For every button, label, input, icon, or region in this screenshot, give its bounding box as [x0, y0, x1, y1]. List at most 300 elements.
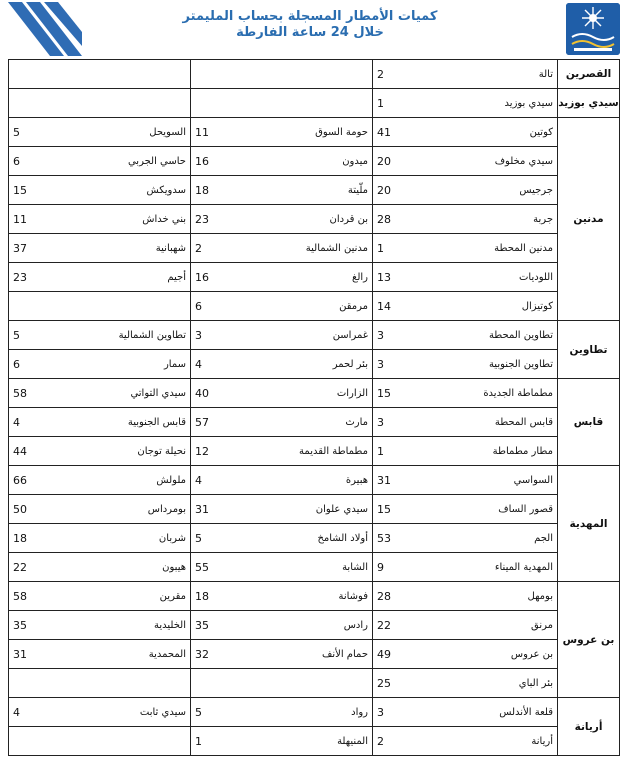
- station-name: غمراسن: [332, 329, 368, 341]
- rainfall-value: 16: [195, 154, 209, 168]
- station-cell: [191, 698, 373, 727]
- station-entry: [191, 234, 372, 262]
- station-cell: [9, 292, 191, 321]
- station-entry: [373, 582, 557, 610]
- station-entry: [373, 698, 557, 726]
- station-entry: [373, 205, 557, 233]
- station-entry: [373, 640, 557, 668]
- station-entry: [373, 611, 557, 639]
- station-entry: [191, 408, 372, 436]
- station-cell: [9, 205, 191, 234]
- station-cell: [373, 582, 558, 611]
- station-name: سيدي التواتي: [130, 387, 186, 399]
- station-entry: [373, 321, 557, 349]
- table-row: [9, 89, 620, 118]
- title-line-2: خلال 24 ساعة الفارطة: [236, 25, 384, 40]
- station-cell: [191, 205, 373, 234]
- station-entry: [373, 408, 557, 436]
- rainfall-value: 23: [195, 212, 209, 226]
- station-name: السويحل: [149, 126, 186, 138]
- station-entry: [9, 466, 190, 494]
- rainfall-value: 1: [377, 96, 384, 110]
- station-name: سيدي بوزيد: [504, 97, 553, 109]
- station-entry: [9, 176, 190, 204]
- station-cell: [191, 495, 373, 524]
- table-row: [9, 350, 620, 379]
- station-entry: [373, 118, 557, 146]
- station-name: نحيلة توجان: [137, 445, 186, 457]
- station-cell: [373, 611, 558, 640]
- station-cell: [373, 321, 558, 350]
- station-entry: [373, 495, 557, 523]
- station-name: فوشانة: [338, 590, 368, 602]
- station-name: الخليدية: [153, 619, 186, 631]
- station-cell: [191, 466, 373, 495]
- station-cell: [373, 466, 558, 495]
- station-name: هبيرة: [345, 474, 368, 486]
- station-cell: [9, 466, 191, 495]
- station-name: حاسي الجربي: [127, 155, 186, 167]
- station-name: كوتيزال: [521, 300, 553, 312]
- rainfall-value: 22: [13, 560, 27, 574]
- table-row: [9, 147, 620, 176]
- rainfall-value: 44: [13, 444, 27, 458]
- station-entry: [191, 147, 372, 175]
- table-row: [9, 263, 620, 292]
- station-cell: [9, 379, 191, 408]
- station-name: جرجيس: [519, 184, 553, 196]
- station-entry: [191, 379, 372, 407]
- station-cell: [191, 263, 373, 292]
- station-entry: [191, 640, 372, 668]
- station-name: تطاوين الشمالية: [118, 329, 186, 341]
- station-entry: [373, 350, 557, 378]
- rainfall-value: 3: [377, 328, 384, 342]
- region-name-cell: بن عروس: [558, 582, 620, 698]
- station-name: حمام الأنف: [322, 648, 368, 660]
- station-cell: [191, 669, 373, 698]
- title-line-1: كميات الأمطار المسجلة بحساب المليمتر: [182, 9, 438, 24]
- region-name-cell: القصرين: [558, 60, 620, 89]
- rainfall-value: 41: [377, 125, 391, 139]
- rainfall-table-container: [8, 59, 619, 756]
- station-entry: [373, 466, 557, 494]
- rainfall-value: 2: [377, 734, 384, 748]
- station-name: أجيم: [167, 271, 186, 283]
- station-entry: [373, 524, 557, 552]
- institute-seal-icon: [566, 3, 620, 55]
- station-entry: [9, 611, 190, 639]
- station-cell: [191, 292, 373, 321]
- station-name: المحمدية: [148, 648, 186, 660]
- station-cell: [373, 89, 558, 118]
- station-entry: [191, 321, 372, 349]
- rainfall-value: 12: [195, 444, 209, 458]
- page-header: [0, 0, 630, 58]
- rainfall-value: 28: [377, 589, 391, 603]
- station-entry: [9, 379, 190, 407]
- station-name: رواد: [351, 706, 368, 718]
- station-cell: [373, 234, 558, 263]
- rainfall-value: 35: [195, 618, 209, 632]
- station-name: بومرداس: [147, 503, 186, 515]
- station-cell: [373, 118, 558, 147]
- rainfall-value: 4: [195, 473, 202, 487]
- station-name: سيدي ثابت: [139, 706, 186, 718]
- rainfall-value: 4: [13, 705, 20, 719]
- rainfall-value: 18: [195, 589, 209, 603]
- station-cell: [9, 350, 191, 379]
- station-cell: [191, 524, 373, 553]
- station-cell: [191, 89, 373, 118]
- rainfall-value: 58: [13, 589, 27, 603]
- rainfall-value: 15: [377, 502, 391, 516]
- station-entry: [9, 524, 190, 552]
- station-name: جربة: [533, 213, 553, 225]
- station-entry: [191, 582, 372, 610]
- station-entry: [191, 466, 372, 494]
- rainfall-value: 15: [13, 183, 27, 197]
- rainfall-value: 11: [13, 212, 27, 226]
- station-cell: [373, 379, 558, 408]
- station-entry: [9, 640, 190, 668]
- table-row: [9, 60, 620, 89]
- station-entry: [373, 263, 557, 291]
- rainfall-value: 3: [377, 357, 384, 371]
- rainfall-table-body: [9, 60, 620, 756]
- station-entry: [373, 727, 557, 755]
- station-entry: [9, 553, 190, 581]
- rainfall-value: 66: [13, 473, 27, 487]
- station-cell: [373, 640, 558, 669]
- station-cell: [373, 495, 558, 524]
- rainfall-value: 23: [13, 270, 27, 284]
- station-name: بومهل: [527, 590, 553, 602]
- station-name: سدويكش: [146, 184, 186, 196]
- rainfall-value: 16: [195, 270, 209, 284]
- rainfall-value: 5: [13, 328, 20, 342]
- station-cell: [373, 176, 558, 205]
- station-entry: [373, 147, 557, 175]
- station-cell: [191, 350, 373, 379]
- rainfall-value: 37: [13, 241, 27, 255]
- station-entry: [191, 350, 372, 378]
- station-cell: [9, 263, 191, 292]
- station-entry: [191, 263, 372, 291]
- station-entry: [373, 292, 557, 320]
- station-name: أولاد الشامخ: [317, 532, 368, 544]
- station-name: الشابة: [342, 561, 368, 573]
- station-cell: [191, 408, 373, 437]
- station-cell: [373, 524, 558, 553]
- rainfall-value: 58: [13, 386, 27, 400]
- table-row: [9, 495, 620, 524]
- rainfall-value: 5: [195, 531, 202, 545]
- station-entry: [191, 524, 372, 552]
- region-name-cell: سيدي بوزيد: [558, 89, 620, 118]
- station-entry: [9, 147, 190, 175]
- station-name: مدنين الشمالية: [305, 242, 368, 254]
- station-name: رادس: [343, 619, 368, 631]
- table-row: [9, 176, 620, 205]
- rainfall-value: 1: [377, 241, 384, 255]
- table-row: [9, 379, 620, 408]
- station-cell: [9, 640, 191, 669]
- table-row: [9, 582, 620, 611]
- rainfall-value: 28: [377, 212, 391, 226]
- station-entry: [191, 553, 372, 581]
- station-cell: [9, 408, 191, 437]
- table-row: [9, 727, 620, 756]
- rainfall-value: 6: [13, 357, 20, 371]
- table-row: [9, 437, 620, 466]
- region-name-cell: تطاوين: [558, 321, 620, 379]
- station-name: مطار مطماطة: [492, 445, 553, 457]
- stripes-logo-icon: [6, 2, 82, 56]
- station-cell: [191, 118, 373, 147]
- table-row: [9, 408, 620, 437]
- station-cell: [373, 205, 558, 234]
- station-name: بن قردان: [329, 213, 368, 225]
- station-cell: [191, 234, 373, 263]
- rainfall-value: 32: [195, 647, 209, 661]
- station-entry: [373, 60, 557, 88]
- station-entry: [191, 727, 372, 755]
- station-name: بئر لحمر: [332, 358, 368, 370]
- station-name: مدنين المحطة: [494, 242, 553, 254]
- station-name: كوتين: [529, 126, 553, 138]
- rainfall-value: 31: [13, 647, 27, 661]
- rainfall-value: 55: [195, 560, 209, 574]
- station-entry: [191, 176, 372, 204]
- station-name: بئر الباي: [518, 677, 553, 689]
- station-name: مطماطة الجديدة: [483, 387, 553, 399]
- station-entry: [373, 669, 557, 697]
- station-name: اللوديات: [519, 271, 553, 283]
- station-cell: [191, 60, 373, 89]
- station-cell: [9, 234, 191, 263]
- rainfall-value: 35: [13, 618, 27, 632]
- rainfall-value: 3: [377, 415, 384, 429]
- station-entry: [191, 611, 372, 639]
- station-name: تطاوين الجنوبية: [488, 358, 553, 370]
- rainfall-value: 18: [13, 531, 27, 545]
- station-cell: [9, 727, 191, 756]
- table-row: [9, 466, 620, 495]
- station-cell: [9, 89, 191, 118]
- station-entry: [373, 437, 557, 465]
- station-name: السواسي: [513, 474, 553, 486]
- station-name: مرمقن: [339, 300, 368, 312]
- station-cell: [9, 524, 191, 553]
- station-cell: [9, 698, 191, 727]
- station-cell: [191, 379, 373, 408]
- region-name-cell: قابس: [558, 379, 620, 466]
- table-row: [9, 611, 620, 640]
- station-cell: [9, 176, 191, 205]
- station-name: رالغ: [352, 271, 368, 283]
- rainfall-value: 25: [377, 676, 391, 690]
- station-entry: [9, 263, 190, 291]
- station-entry: [9, 698, 190, 726]
- station-name: الجم: [534, 532, 553, 544]
- station-entry: [191, 495, 372, 523]
- station-cell: [373, 727, 558, 756]
- station-name: قلعة الأندلس: [499, 706, 553, 718]
- station-cell: [191, 437, 373, 466]
- station-name: المهدية الميناء: [494, 561, 553, 573]
- rainfall-value: 2: [377, 67, 384, 81]
- rainfall-value: 3: [377, 705, 384, 719]
- station-cell: [373, 437, 558, 466]
- station-name: المنيهلة: [337, 735, 368, 747]
- station-entry: [9, 321, 190, 349]
- rainfall-value: 14: [377, 299, 391, 313]
- rainfall-value: 4: [13, 415, 20, 429]
- station-cell: [191, 727, 373, 756]
- station-name: ملولش: [156, 474, 186, 486]
- station-name: بني خداش: [142, 213, 186, 225]
- region-name-cell: المهدية: [558, 466, 620, 582]
- rainfall-value: 3: [195, 328, 202, 342]
- rainfall-value: 11: [195, 125, 209, 139]
- station-entry: [373, 234, 557, 262]
- station-cell: [9, 669, 191, 698]
- rainfall-table: [8, 59, 620, 756]
- rainfall-value: 1: [377, 444, 384, 458]
- station-cell: [373, 698, 558, 727]
- station-cell: [373, 60, 558, 89]
- station-entry: [373, 553, 557, 581]
- station-entry: [9, 205, 190, 233]
- station-entry: [9, 437, 190, 465]
- station-entry: [191, 437, 372, 465]
- station-name: تطاوين المحطة: [488, 329, 553, 341]
- station-cell: [9, 437, 191, 466]
- station-name: مقرين: [159, 590, 186, 602]
- rainfall-value: 6: [195, 299, 202, 313]
- station-name: ميدون: [342, 155, 368, 167]
- station-entry: [9, 495, 190, 523]
- station-entry: [191, 698, 372, 726]
- station-entry: [9, 350, 190, 378]
- rainfall-value: 57: [195, 415, 209, 429]
- rainfall-value: 20: [377, 183, 391, 197]
- rainfall-value: 2: [195, 241, 202, 255]
- station-cell: [191, 321, 373, 350]
- station-cell: [9, 60, 191, 89]
- station-entry: [373, 89, 557, 117]
- station-name: مطماطة القديمة: [299, 445, 368, 457]
- rainfall-value: 9: [377, 560, 384, 574]
- station-cell: [9, 611, 191, 640]
- rainfall-value: 5: [13, 125, 20, 139]
- station-cell: [9, 495, 191, 524]
- station-cell: [373, 147, 558, 176]
- table-row: [9, 292, 620, 321]
- rainfall-value: 6: [13, 154, 20, 168]
- station-cell: [191, 640, 373, 669]
- station-name: شربان: [158, 532, 186, 544]
- station-cell: [191, 582, 373, 611]
- table-row: [9, 640, 620, 669]
- rainfall-value: 53: [377, 531, 391, 545]
- station-name: قابس المحطة: [494, 416, 553, 428]
- station-cell: [373, 263, 558, 292]
- station-entry: [191, 205, 372, 233]
- station-cell: [373, 408, 558, 437]
- rainfall-value: 13: [377, 270, 391, 284]
- rainfall-value: 31: [377, 473, 391, 487]
- station-name: تالة: [538, 68, 553, 80]
- station-entry: [373, 176, 557, 204]
- station-cell: [373, 350, 558, 379]
- station-cell: [373, 553, 558, 582]
- rainfall-value: 50: [13, 502, 27, 516]
- rainfall-value: 4: [195, 357, 202, 371]
- station-name: سمار: [163, 358, 186, 370]
- station-name: حومة السوق: [315, 126, 368, 138]
- rainfall-value: 20: [377, 154, 391, 168]
- station-cell: [373, 292, 558, 321]
- station-cell: [191, 553, 373, 582]
- station-name: أريانة: [531, 735, 553, 747]
- rainfall-value: 5: [195, 705, 202, 719]
- region-name-cell: أريانة: [558, 698, 620, 756]
- station-name: سيدي مخلوف: [494, 155, 553, 167]
- station-name: مارث: [345, 416, 368, 428]
- region-name-cell: مدنين: [558, 118, 620, 321]
- station-name: هيبون: [162, 561, 186, 573]
- rainfall-value: 22: [377, 618, 391, 632]
- station-name: بن عروس: [510, 648, 553, 660]
- table-row: [9, 234, 620, 263]
- station-entry: [191, 118, 372, 146]
- station-cell: [191, 611, 373, 640]
- rainfall-value: 31: [195, 502, 209, 516]
- station-cell: [191, 147, 373, 176]
- station-name: سيدي علوان: [315, 503, 368, 515]
- table-row: [9, 698, 620, 727]
- station-cell: [373, 669, 558, 698]
- table-row: [9, 669, 620, 698]
- rainfall-value: 15: [377, 386, 391, 400]
- station-name: مرنق: [531, 619, 553, 631]
- rainfall-value: 1: [195, 734, 202, 748]
- title-block: [150, 9, 470, 41]
- station-name: الزارات: [336, 387, 368, 399]
- table-row: [9, 118, 620, 147]
- station-name: ملّيتة: [347, 184, 368, 196]
- station-name: قابس الجنوبية: [127, 416, 186, 428]
- station-entry: [9, 234, 190, 262]
- station-cell: [9, 147, 191, 176]
- station-cell: [9, 553, 191, 582]
- station-name: شهبانية: [155, 242, 186, 254]
- station-entry: [373, 379, 557, 407]
- table-row: [9, 205, 620, 234]
- station-cell: [9, 582, 191, 611]
- table-row: [9, 524, 620, 553]
- station-entry: [191, 292, 372, 320]
- station-cell: [191, 176, 373, 205]
- station-entry: [9, 118, 190, 146]
- rainfall-value: 18: [195, 183, 209, 197]
- table-row: [9, 553, 620, 582]
- rainfall-value: 49: [377, 647, 391, 661]
- station-name: قصور الساف: [498, 503, 553, 515]
- station-entry: [9, 582, 190, 610]
